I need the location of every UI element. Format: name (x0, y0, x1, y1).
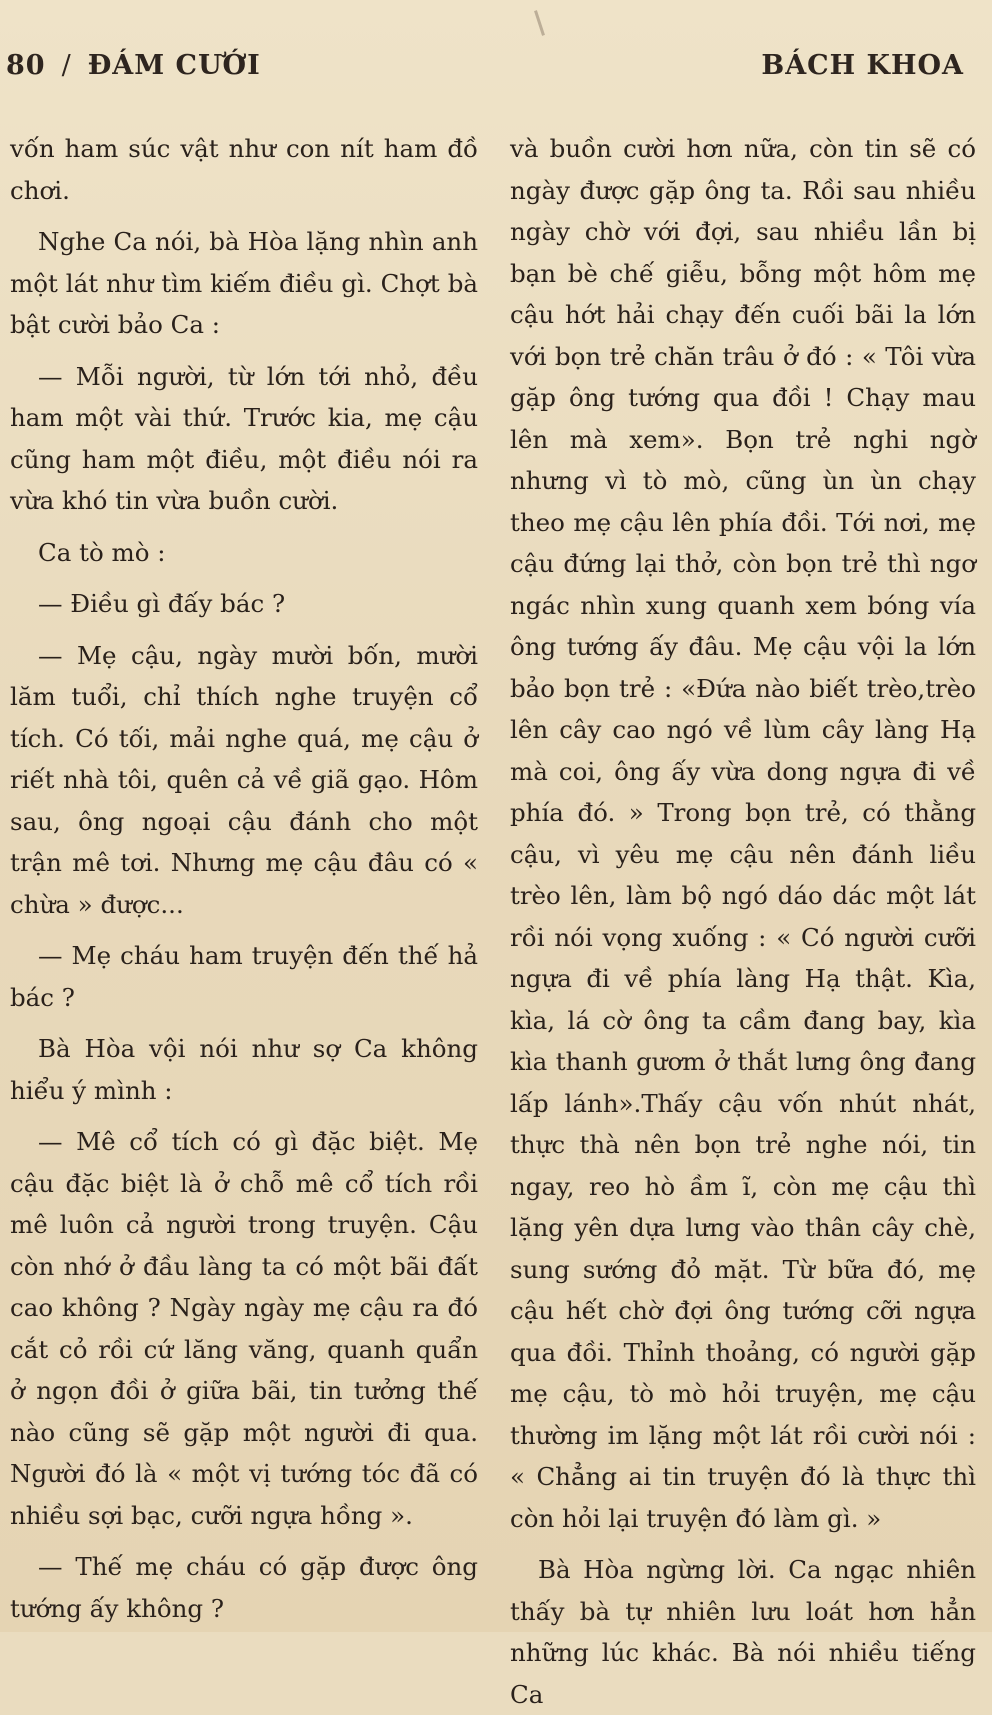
paragraph: — Mỗi người, từ lớn tới nhỏ, đều ham một vài thứ. Trước kia, mẹ cậu cũng ham một điều, một điều nói ra vừa khó tin vừa buồn cười. (10, 361, 478, 515)
paragraph: — Mê cổ tích có gì đặc biệt. Mẹ cậu đặc biệt là ở chỗ mê cổ tích rồi mê luôn cả người trong truyện. Cậu còn nhớ ở đầu làng ta có một bãi đất cao không ? Ngày ngày mẹ cậu ra đó cắt cỏ rồi cứ lăng văng, quanh quẩn ở ngọn đồi ở giữa bãi, tin tưởng thế nào cũng sẽ gặp một người đi qua. Người đó là « một vị tướng tóc đã có nhiều sợi bạc, cưỡi ngựa hồng ». (10, 1127, 478, 1530)
header-left (6, 50, 261, 81)
paragraph: Nghe Ca nói, bà Hòa lặng nhìn anh một lát như tìm kiếm điều gì. Chợt bà bật cười bảo Ca : (10, 227, 478, 339)
magazine-name: BÁCH KHOA (761, 50, 964, 81)
paragraph: — Mẹ cậu, ngày mười bốn, mười lăm tuổi, chỉ thích nghe truyện cổ tích. Có tối, mải nghe quá, mẹ cậu ở riết nhà tôi, quên cả về giã gạo. Hôm sau, ông ngoại cậu đánh cho một trận mê tơi. Nhưng mẹ cậu đâu có « chừa » được... (10, 640, 478, 919)
print-mark (534, 10, 545, 36)
paragraph: Bà Hòa ngừng lời. Ca ngạc nhiên thấy bà tự nhiên lưu loát hơn hẳn những lúc khác. Bà nói nhiều tiếng Ca (510, 1555, 976, 1709)
header-separator: / (61, 50, 72, 81)
left-column (10, 128, 478, 1629)
paragraph: vốn ham súc vật như con nít ham đồ chơi. (10, 134, 478, 205)
paragraph: và buồn cười hơn nữa, còn tin sẽ có ngày được gặp ông ta. Rồi sau nhiều ngày chờ với đợi, sau nhiều lần bị bạn bè chế giễu, bỗng một hôm mẹ cậu hớt hải chạy đến cuối bãi la lớn với bọn trẻ chăn trâu ở đó : « Tôi vừa gặp ông tướng qua đồi ! Chạy mau lên mà xem». Bọn trẻ nghi ngờ nhưng vì tò mò, cũng ùn ùn chạy theo mẹ cậu lên phía đồi. Tới nơi, mẹ cậu đứng lại thở, còn bọn trẻ thì ngơ ngác nhìn xung quanh xem bóng vía ông tướng ấy đâu. Mẹ cậu vội la lớn bảo bọn trẻ : «Đứa nào biết trèo,trèo lên cây cao ngó về lùm cây làng Hạ mà coi, ông ấy vừa dong ngựa đi về phía đó. » Trong bọn trẻ, có thằng cậu, vì yêu mẹ cậu nên đánh liều trèo lên, làm bộ ngó dáo dác một lát rồi nói vọng xuống : « Có người cưỡi ngựa đi về phía làng Hạ thật. Kìa, kìa, lá cờ ông ta cầm đang bay, kìa kìa thanh gươm ở thắt lưng ông đang lấp lánh».Thấy cậu vốn nhút nhát, thực thà nên bọn trẻ nghe nói, tin ngay, reo hò ầm ĩ, còn mẹ cậu thì lặng yên dựa lưng vào thân cây chè, sung sướng đỏ mặt. Từ bữa đó, mẹ cậu hết chờ đợi ông tướng cỡi ngựa qua đồi. Thỉnh thoảng, có người gặp mẹ cậu, tò mò hỏi truyện, mẹ cậu thường im lặng một lát rồi cười nói : « Chẳng ai tin truyện đó là thực thì còn hỏi lại truyện đó làm gì. » (510, 134, 976, 1533)
page-number: 80 (6, 50, 46, 81)
paragraph: — Thế mẹ cháu có gặp được ông tướng ấy không ? (10, 1552, 478, 1623)
paragraph: — Điều gì đấy bác ? (38, 589, 286, 618)
right-column (510, 128, 976, 1715)
paragraph: Ca tò mò : (38, 537, 166, 567)
paragraph: Bà Hòa vội nói như sợ Ca không hiểu ý mình : (10, 1034, 478, 1105)
page-header (6, 50, 964, 90)
paragraph: — Mẹ cháu ham truyện đến thế hả bác ? (10, 941, 478, 1012)
section-title: ĐÁM CƯỚI (87, 50, 261, 81)
